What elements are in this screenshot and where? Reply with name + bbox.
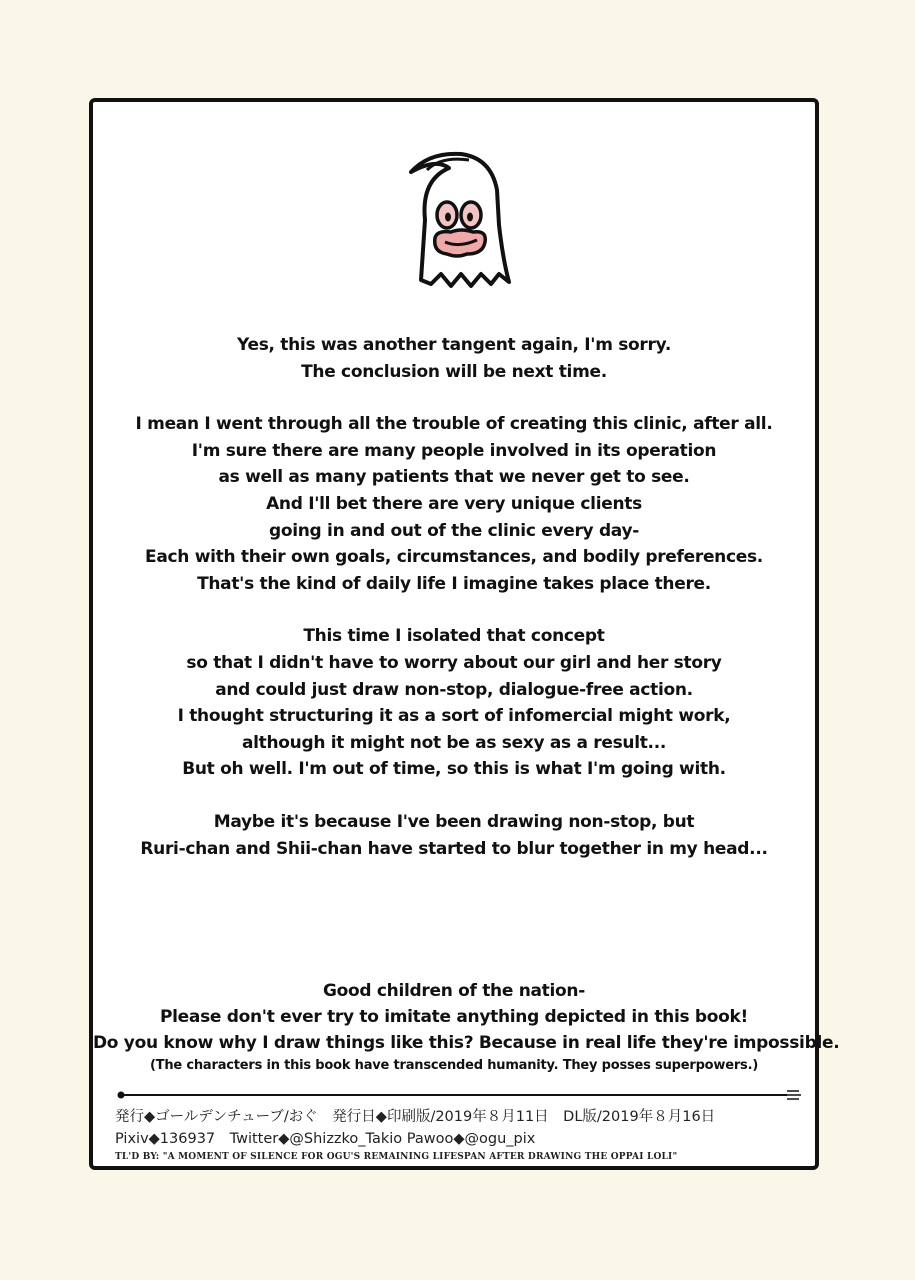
afterword-paragraph-1: [93, 332, 815, 385]
afterword-line: as well as many patients that we never get to see.: [218, 467, 690, 488]
afterword-line: Maybe it's because I've been drawing non-stop, but: [213, 811, 695, 832]
publisher-line: 発行◆ゴールデンチューブ/おぐ 発行日◆印刷版/2019年８月11日 DL版/2019年８月16日: [115, 1109, 716, 1125]
afterword-line: and could just draw non-stop, dialogue-free action.: [215, 679, 693, 700]
translator-credit: TL'D BY: "A MOMENT OF SILENCE FOR OGU'S REMAINING LIFESPAN AFTER DRAWING THE OPPAI LOLI": [115, 1152, 678, 1162]
warning-line: Please don't ever try to imitate anything depicted in this book!: [159, 1007, 749, 1027]
warning-line: Good children of the nation-: [323, 981, 585, 1001]
afterword-paragraph-4: [93, 809, 815, 862]
afterword-line: And I'll bet there are very unique clients: [266, 493, 642, 514]
colophon: [115, 1106, 805, 1164]
afterword-line: Yes, this was another tangent again, I'm sorry.: [237, 335, 671, 355]
social-line: Pixiv◆136937 Twitter◆@Shizzko_Takio Pawoo◆@ogu_pix: [115, 1131, 536, 1147]
cable-divider-icon: [115, 1088, 801, 1102]
afterword-line: But oh well. I'm out of time, so this is what I'm going with.: [182, 759, 726, 780]
page-frame: [89, 98, 840, 1170]
afterword-line: so that I didn't have to worry about our girl and her story: [186, 652, 722, 673]
warning-block: [93, 978, 840, 1076]
afterword-line: I mean I went through all the trouble of creating this clinic, after all.: [135, 414, 773, 435]
afterword-line: going in and out of the clinic every day-: [268, 520, 639, 541]
warning-note: (The characters in this book have transcended humanity. They posses superpowers.): [149, 1058, 759, 1073]
afterword-line: That's the kind of daily life I imagine takes place there.: [197, 573, 711, 594]
afterword-line: This time I isolated that concept: [303, 626, 605, 647]
warning-line: Do you know why I draw things like this? Because in real life they're impossible.: [93, 1033, 840, 1053]
ghost-mascot-icon: [391, 150, 515, 290]
afterword-paragraph-2: [93, 411, 815, 597]
afterword-line: I'm sure there are many people involved in its operation: [191, 440, 717, 461]
afterword-text: [93, 332, 815, 888]
afterword-line: Ruri-chan and Shii-chan have started to blur together in my head...: [140, 838, 768, 859]
afterword-line: I thought structuring it as a sort of infomercial might work,: [177, 706, 731, 727]
afterword-line: Each with their own goals, circumstances, and bodily preferences.: [145, 547, 763, 568]
afterword-line: The conclusion will be next time.: [301, 361, 607, 382]
afterword-paragraph-3: [93, 623, 815, 783]
afterword-line: although it might not be as sexy as a result...: [241, 732, 667, 753]
